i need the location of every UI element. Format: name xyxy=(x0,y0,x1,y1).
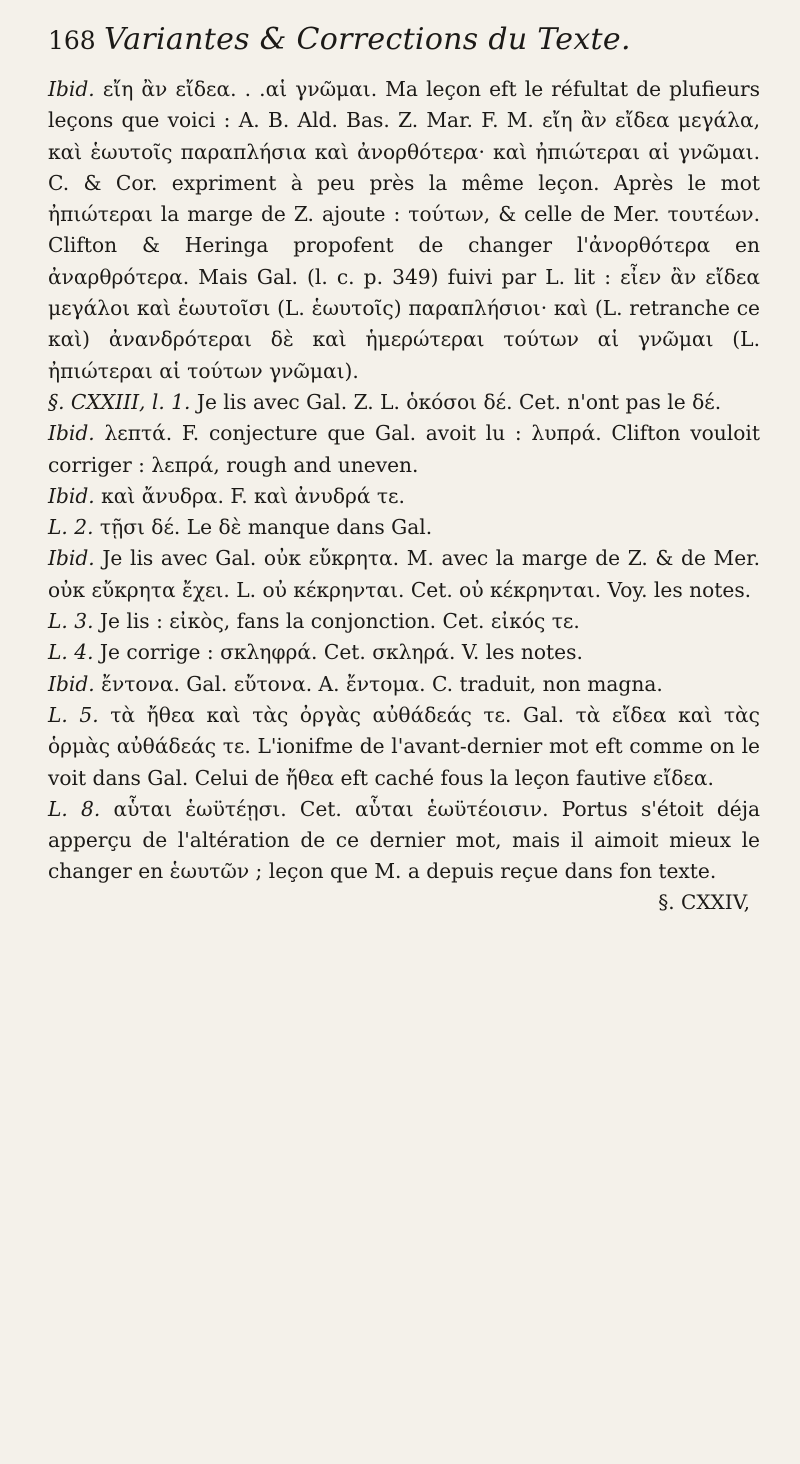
note-reference: L. 3. xyxy=(48,609,94,634)
note-paragraph xyxy=(48,74,760,387)
note-text: τῇσι δέ. Le δὲ manque dans Gal. xyxy=(93,515,433,540)
note-paragraph xyxy=(48,512,760,543)
running-title: Variantes & Corrections du Texte. xyxy=(104,22,631,57)
note-text: λεπτά. F. conjecture que Gal. avoit lu : λυπρά. Clifton vouloit corriger : λεπρά, rough and uneven. xyxy=(48,421,760,477)
note-text: τὰ ἤθεα καὶ τὰς ὀργὰς αὐθάδεάς τε. Gal. τὰ εἴδεα καὶ τὰς ὁρμὰς αὐθάδεάς τε. L'ionifme de l'avant-dernier mot eft comme on le voit dans Gal. Celui de ἤθεα eft caché fous la leçon fautive εἴδεα. xyxy=(48,702,760,790)
note-paragraph xyxy=(48,669,760,700)
note-text: Je lis avec Gal. οὐκ εὔκρητα. M. avec la marge de Z. & de Mer. οὐκ εὔκρητα ἔχει. L. οὐ κέκρηνται. Cet. οὐ κέκρηνται. Voy. les notes. xyxy=(48,546,760,602)
note-paragraph xyxy=(48,700,760,794)
page-header xyxy=(48,22,760,68)
note-paragraph xyxy=(48,606,760,637)
catchword: §. CXXIV, xyxy=(658,889,750,914)
note-text: ἔντονα. Gal. εὔτονα. A. ἔντομα. C. traduit, non magna. xyxy=(94,671,663,696)
note-reference: L. 5. xyxy=(48,702,99,727)
note-reference: §. CXXIII, l. 1. xyxy=(48,389,191,414)
note-paragraph xyxy=(48,543,760,606)
note-reference: L. 8. xyxy=(48,796,101,821)
note-paragraph xyxy=(48,637,760,668)
note-reference: Ibid. xyxy=(48,483,95,508)
note-text: καὶ ἄνυδρα. F. καὶ ἀνυδρά τε. xyxy=(94,483,405,508)
note-text: Je lis avec Gal. Z. L. ὁκόσοι δέ. Cet. n'ont pas le δέ. xyxy=(190,389,722,414)
note-reference: L. 4. xyxy=(48,640,94,665)
note-paragraph xyxy=(48,387,760,418)
note-reference: L. 2. xyxy=(48,515,94,540)
note-reference: Ibid. xyxy=(48,77,95,101)
note-paragraph xyxy=(48,794,760,888)
note-paragraph xyxy=(48,481,760,512)
note-text: Je lis : εἰκὸς, fans la conjonction. Cet. εἰκός τε. xyxy=(93,609,580,634)
note-text: αὗται ἑωϋτέῃσι. Cet. αὗται ἑωϋτέοισιν. Portus s'étoit déja apperçu de l'altération de ce dernier mot, mais il aimoit mieux le changer en ἑωυτῶν ; leçon que M. a depuis reçue dans fon texte. xyxy=(48,796,760,884)
note-text: Je corrige : σκληφρά. Cet. σκληρά. V. les notes. xyxy=(93,640,583,665)
note-reference: Ibid. xyxy=(48,421,95,446)
note-reference: Ibid. xyxy=(48,546,95,571)
note-paragraph xyxy=(48,418,760,481)
note-reference: Ibid. xyxy=(48,671,95,696)
page-number: 168 xyxy=(48,26,96,55)
body-text xyxy=(48,74,760,888)
note-text: εἴη ἂν εἴδεα. . .αἱ γνῶμαι. Ma leçon eft le réfultat de plufieurs leçons que voici : A. B. Ald. Bas. Z. Mar. F. M. εἴη ἂν εἴδεα μεγάλα, καὶ ἑωυτοῖς παραπλήσια καὶ ἀνορθότερα· καὶ ἠπιώτεραι αἱ γνῶμαι. C. & Cor. expriment à peu près la même leçon. Après le mot ἠπιώτεραι la marge de Z. ajoute : τούτων, & celle de Mer. τουτέων. Clifton & Heringa propofent de changer l'ἀνορθότερα en ἀναρθρότερα. Mais Gal. (l. c. p. 349) fuivi par L. lit : εἶεν ἂν εἴδεα μεγάλοι καὶ ἑωυτοῖσι (L. ἑωυτοῖς) παραπλήσιοι· καὶ (L. retranche ce καὶ) ἀνανδρότεραι δὲ καὶ ἡμερώτεραι τούτων αἱ γνῶμαι (L. ἠπιώτεραι αἱ τούτων γνῶμαι). xyxy=(48,77,760,383)
